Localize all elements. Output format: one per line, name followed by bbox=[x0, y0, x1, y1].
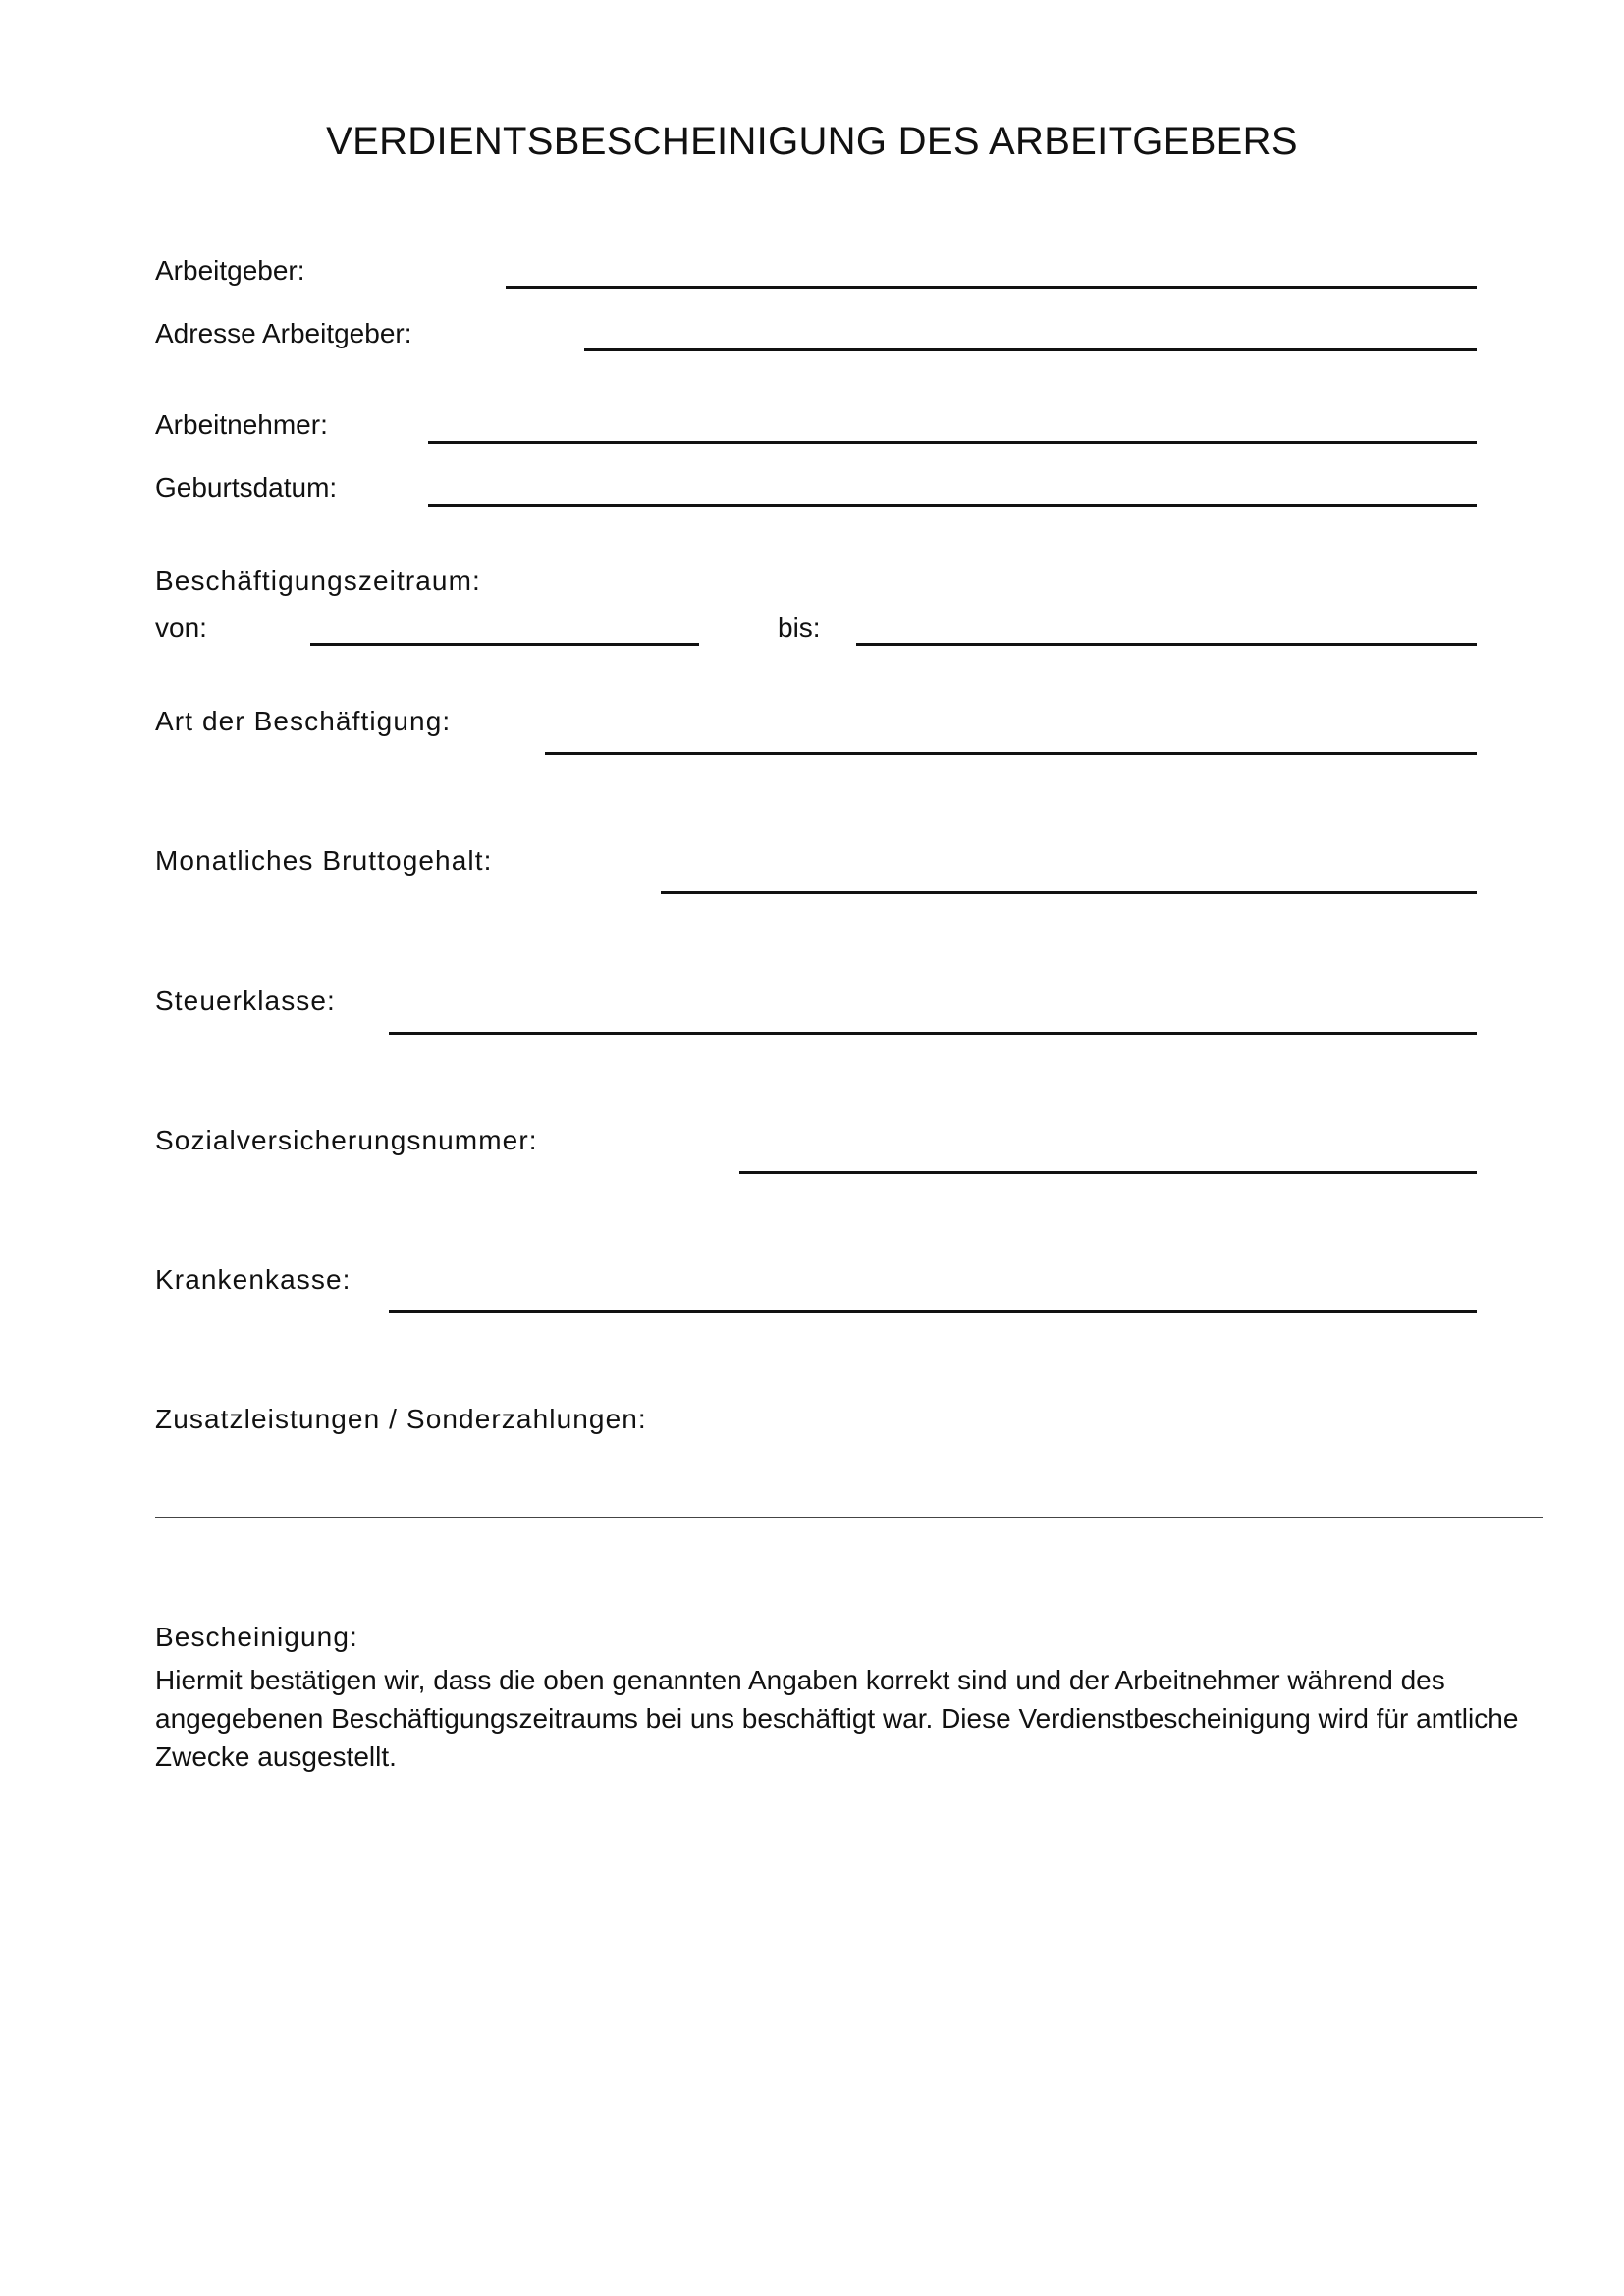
steuerklasse-field[interactable] bbox=[389, 1032, 1477, 1035]
bruttogehalt-field[interactable] bbox=[661, 891, 1477, 894]
bescheinigung-text: Hiermit bestätigen wir, dass die oben genannten Angaben korrekt sind und der Arbeitnehmer während des angegebenen Beschäftigungszeitraums bei uns beschäftigt war. Diese Verdienstbescheinigung wird für amtliche Zwecke ausgestellt. bbox=[155, 1665, 1519, 1772]
bis-field[interactable] bbox=[856, 643, 1477, 646]
arbeitnehmer-label: Arbeitnehmer: bbox=[155, 409, 328, 440]
sozialversicherungsnummer-field[interactable] bbox=[739, 1171, 1477, 1174]
bescheinigung-heading: Bescheinigung: bbox=[155, 1622, 358, 1652]
bis-label: bis: bbox=[778, 613, 821, 643]
geburtsdatum-label: Geburtsdatum: bbox=[155, 472, 338, 503]
geburtsdatum-field[interactable] bbox=[428, 504, 1477, 507]
arbeitnehmer-field[interactable] bbox=[428, 441, 1477, 444]
page-title: VERDIENTSBESCHEINIGUNG DES ARBEITGEBERS bbox=[326, 120, 1298, 163]
steuerklasse-label: Steuerklasse: bbox=[155, 986, 336, 1016]
von-label: von: bbox=[155, 613, 207, 643]
zusatzleistungen-label: Zusatzleistungen / Sonderzahlungen: bbox=[155, 1404, 647, 1434]
sozialversicherungsnummer-label: Sozialversicherungsnummer: bbox=[155, 1125, 538, 1155]
art-der-beschaeftigung-field[interactable] bbox=[545, 752, 1477, 755]
beschaeftigungszeitraum-label: Beschäftigungszeitraum: bbox=[155, 565, 481, 596]
art-der-beschaeftigung-label: Art der Beschäftigung: bbox=[155, 706, 452, 736]
von-field[interactable] bbox=[310, 643, 699, 646]
arbeitgeber-field[interactable] bbox=[506, 286, 1477, 289]
arbeitgeber-label: Arbeitgeber: bbox=[155, 255, 305, 286]
adresse-arbeitgeber-label: Adresse Arbeitgeber: bbox=[155, 318, 412, 348]
krankenkasse-field[interactable] bbox=[389, 1310, 1477, 1313]
krankenkasse-label: Krankenkasse: bbox=[155, 1264, 352, 1295]
bruttogehalt-label: Monatliches Bruttogehalt: bbox=[155, 845, 493, 876]
adresse-arbeitgeber-field[interactable] bbox=[584, 348, 1477, 351]
zusatzleistungen-field[interactable] bbox=[155, 1517, 1543, 1518]
